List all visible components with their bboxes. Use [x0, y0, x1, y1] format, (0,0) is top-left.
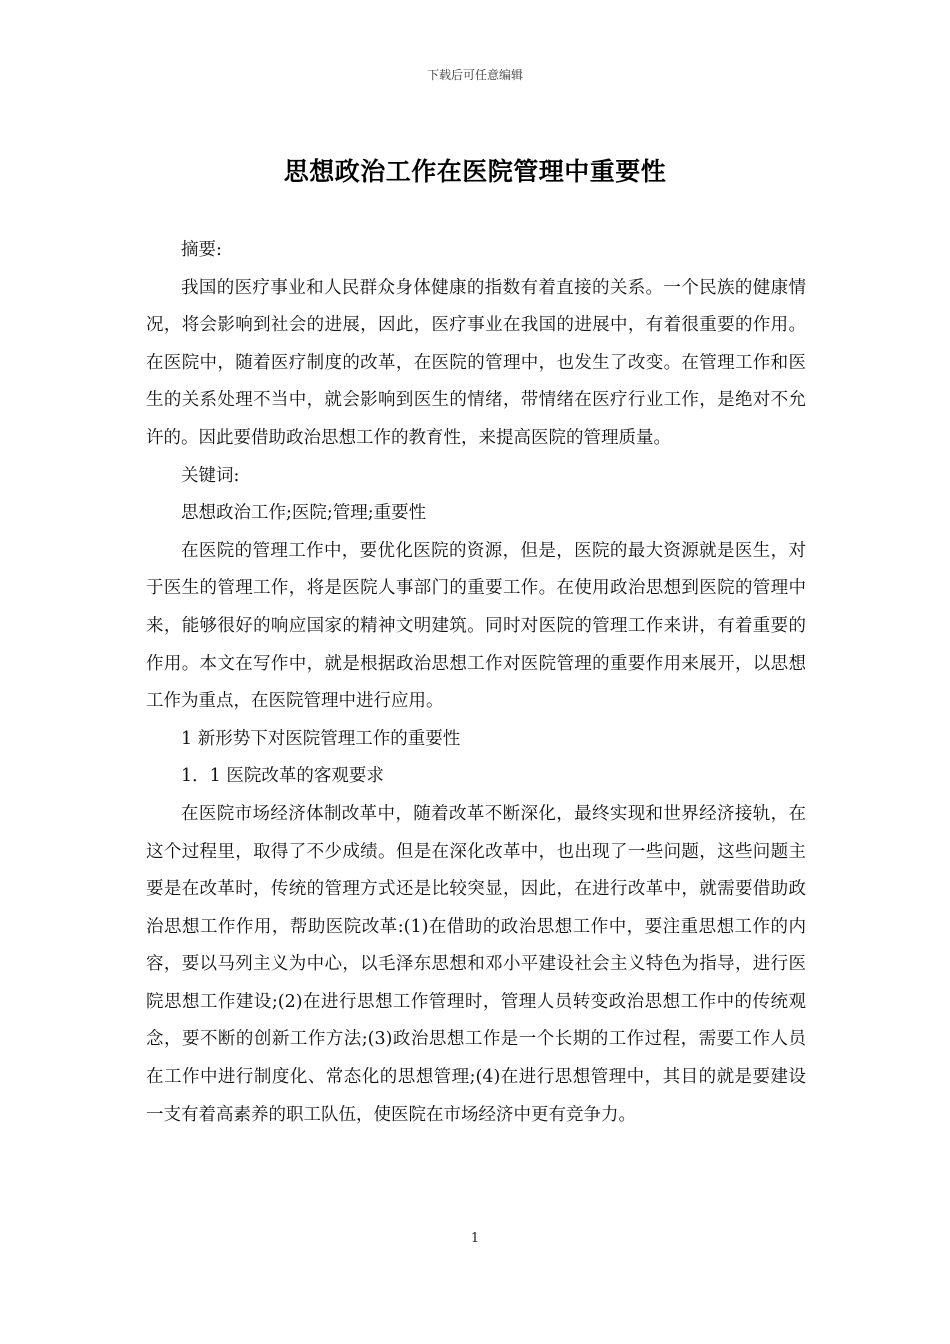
keywords-label: 关键词:: [181, 465, 240, 486]
section-heading-1: 1 新形势下对医院管理工作的重要性: [181, 728, 461, 749]
keywords-list: 思想政治工作;医院;管理;重要性: [181, 503, 427, 524]
page-number: 1: [470, 1231, 480, 1246]
abstract-label: 摘要:: [181, 240, 222, 260]
header-note: 下载后可任意编辑: [426, 68, 523, 82]
body-paragraph: 在医院市场经济体制改革中，随着改革不断深化，最终实现和世界经济接轨，在这个过程里，取得了不少成绩。但是在深化改革中，也出现了一些问题，这些问题主要是在改革时，传统的管理方式还是比较突显，因此，在进行改革中，就需要借助政治思想工作作用，帮助医院改革:(1)在借助的政治思想工作中，要注重思想工作的内容，要以马列主义为中心，以毛泽东思想和邓小平建设社会主义特色为指导，进行医院思想工作建设;(2)在进行思想工作管理时，管理人员转变政治思想工作中的传统观念，要不断的创新工作方法;(3)政治思想工作是一个长期的工作过程，需要工作人员在工作中进行制度化、常态化的思想管理;(4)在进行思想管理中，其目的就是要建设一支有着高素养的职工队伍，使医院在市场经济中更有竞争力。: [146, 803, 806, 1125]
abstract-paragraph: 我国的医疗事业和人民群众身体健康的指数有着直接的关系。一个民族的健康情况，将会影响到社会的进展，因此，医疗事业在我国的进展中，有着很重要的作用。在医院中，随着医疗制度的改革，在医院的管理中，也发生了改变。在管理工作和医生的关系处理不当中，就会影响到医生的情绪，带情绪在医疗行业工作，是绝对不允许的。因此要借助政治思想工作的教育性，来提高医院的管理质量。: [146, 277, 806, 448]
subsection-heading-1-1: 1．1 医院改革的客观要求: [181, 766, 384, 787]
intro-paragraph: 在医院的管理工作中，要优化医院的资源，但是，医院的最大资源就是医生，对于医生的管理工作，将是医院人事部门的重要工作。在使用政治思想到医院的管理中来，能够很好的响应国家的精神文明建筑。同时对医院的管理工作来讲，有着重要的作用。本文在写作中，就是根据政治思想工作对医院管理的重要作用来展开，以思想工作为重点，在医院管理中进行应用。: [146, 540, 806, 712]
document-body: [146, 232, 806, 1134]
document-title: 思想政治工作在医院管理中重要性: [283, 157, 667, 186]
